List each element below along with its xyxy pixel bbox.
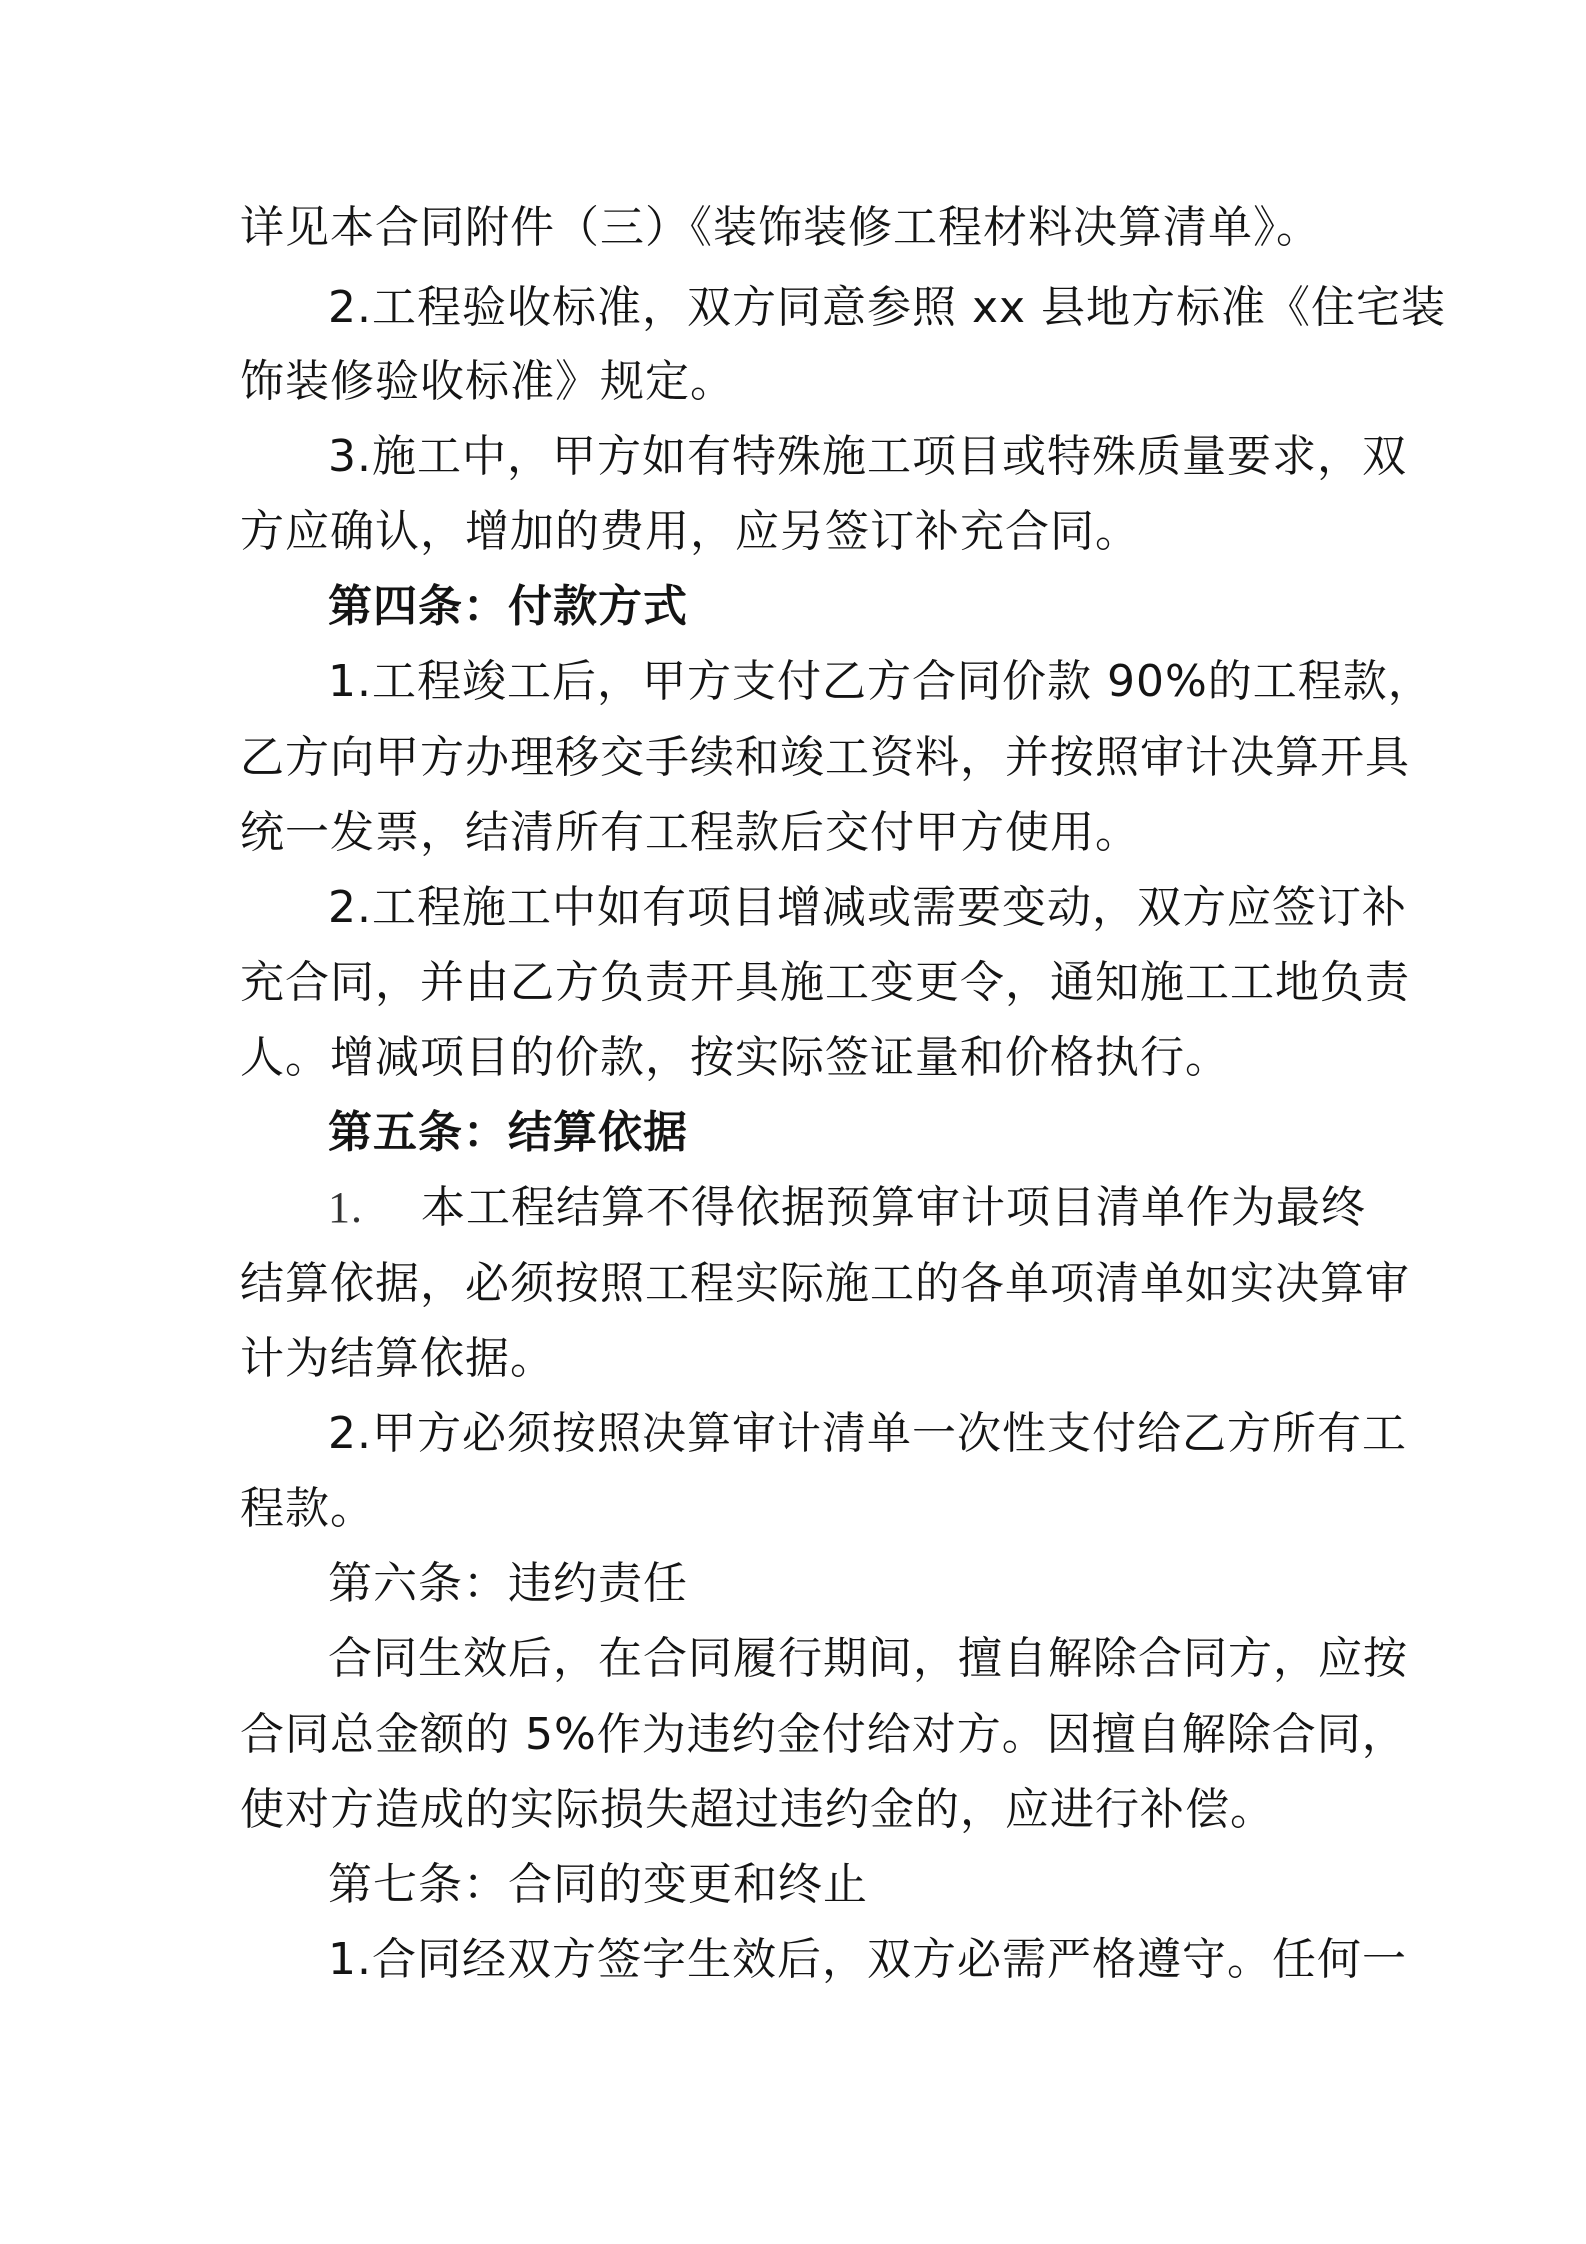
text-line: 充合同，并由乙方负责开具施工变更令，通知施工工地负责: [240, 957, 1410, 1008]
text-line: 饰装修验收标准》规定。: [240, 356, 735, 407]
text-line: 2.工程验收标准，双方同意参照 xx 县地方标准《住宅装: [328, 282, 1447, 333]
numbered-line: [328, 1178, 1366, 1238]
text-line: 合同生效后，在合同履行期间，擅自解除合同方，应按: [328, 1633, 1408, 1684]
section-heading: 第六条：违约责任: [328, 1558, 688, 1609]
text-line: 使对方造成的实际损失超过违约金的，应进行补偿。: [240, 1784, 1275, 1835]
text-line: 合同总金额的 5%作为违约金付给对方。因擅自解除合同，: [240, 1709, 1407, 1760]
text-line: 本工程结算不得依据预算审计项目清单作为最终: [421, 1182, 1366, 1233]
text-line: 方应确认，增加的费用，应另签订补充合同。: [240, 506, 1140, 557]
text-line: 1.工程竣工后，甲方支付乙方合同价款 90%的工程款，: [328, 656, 1433, 707]
text-line: 2.甲方必须按照决算审计清单一次性支付给乙方所有工: [328, 1408, 1407, 1459]
section-heading: 第五条：结算依据: [328, 1107, 688, 1158]
text-line: 乙方向甲方办理移交手续和竣工资料，并按照审计决算开具: [240, 732, 1410, 783]
text-line: 结算依据，必须按照工程实际施工的各单项清单如实决算审: [240, 1258, 1410, 1309]
text-line: 人。增减项目的价款，按实际签证量和价格执行。: [240, 1032, 1230, 1083]
text-line: 统一发票，结清所有工程款后交付甲方使用。: [240, 807, 1140, 858]
section-heading: 第七条：合同的变更和终止: [328, 1859, 868, 1910]
list-number: 1.: [328, 1183, 363, 1232]
text-line: 程款。: [240, 1483, 375, 1534]
text-line: 2.工程施工中如有项目增减或需要变动，双方应签订补: [328, 882, 1407, 933]
text-line: 详见本合同附件（三）《装饰装修工程材料决算清单》。: [240, 202, 1321, 253]
text-line: 1.合同经双方签字生效后，双方必需严格遵守。任何一: [328, 1934, 1407, 1985]
text-line: 计为结算依据。: [240, 1333, 555, 1384]
section-heading: 第四条：付款方式: [328, 581, 688, 632]
text-line: 3.施工中，甲方如有特殊施工项目或特殊质量要求，双: [328, 431, 1407, 482]
